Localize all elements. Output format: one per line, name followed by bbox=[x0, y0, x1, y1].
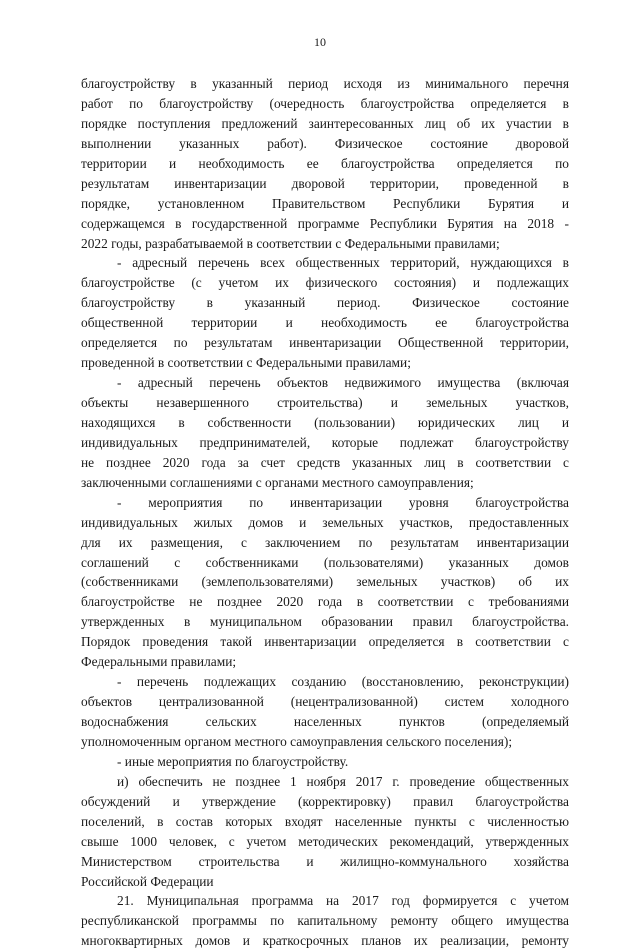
text-line: - адресный перечень объектов недвижимого имущества (включая bbox=[117, 375, 569, 391]
text-line: (собственниками (землепользователями) земельных участков) об их bbox=[81, 574, 569, 590]
text-line: объекты незавершенного строительства) и земельных участков, bbox=[81, 395, 569, 410]
text-line: для их размещения, с заключением по результатам инвентаризации bbox=[81, 534, 569, 550]
text-line: благоустройстве не позднее 2020 года в соответствии с требованиями bbox=[81, 594, 569, 610]
text-line: поселений, в состав которых входят населенные пункты с численностью bbox=[81, 813, 569, 829]
text-line: не позднее 2020 года за счет средств указанных лиц в соответствии с bbox=[81, 454, 569, 470]
text-line: Российской Федерации bbox=[81, 873, 214, 889]
text-line: и) обеспечить не позднее 1 ноября 2017 г. проведение общественных bbox=[117, 773, 569, 789]
text-line: - иные мероприятия по благоустройству. bbox=[117, 753, 349, 769]
text-line: благоустройству в указанный период. Физическое состояние bbox=[81, 295, 569, 311]
text-line: работ по благоустройству (очередность благоустройства определяется в bbox=[81, 95, 569, 111]
text-line: определяется по результатам инвентаризации Общественной территории, bbox=[81, 335, 569, 351]
text-line: 2022 годы, разрабатываемой в соответствии с Федеральными правилами; bbox=[81, 235, 500, 251]
text-line: 21. Муниципальная программа на 2017 год формируется с учетом bbox=[117, 893, 569, 909]
text-line: - мероприятия по инвентаризации уровня благоустройства bbox=[117, 494, 569, 510]
text-line: многоквартирных домов и краткосрочных планов их реализации, ремонту bbox=[81, 933, 569, 949]
text-line: Порядок проведения такой инвентаризации определяется в соответствии с bbox=[81, 634, 569, 650]
text-line: Министерством строительства и жилищно-коммунального хозяйства bbox=[81, 853, 569, 869]
text-line: благоустройству в указанный период исходя из минимального перечня bbox=[81, 76, 569, 91]
text-line: объектов централизованной (нецентрализованной) систем холодного bbox=[81, 694, 569, 710]
text-line: заключенными соглашениями с органами местного самоуправления; bbox=[81, 474, 474, 490]
text-line: результатам инвентаризации дворовой территории, проведенной в bbox=[81, 175, 569, 191]
text-line: содержащемся в государственной программе Республики Бурятия на 2018 - bbox=[81, 215, 569, 231]
document-body bbox=[81, 74, 569, 951]
text-line: - перечень подлежащих созданию (восстановлению, реконструкции) bbox=[117, 674, 569, 690]
text-line: порядке, установленном Правительством Республики Бурятия и bbox=[81, 195, 569, 211]
text-line: республиканской программы по капитальному ремонту общего имущества bbox=[81, 913, 569, 929]
text-line: порядке поступления предложений заинтересованных лиц об их участии в bbox=[81, 115, 569, 131]
text-line: уполномоченным органом местного самоуправления сельского поселения); bbox=[81, 733, 513, 749]
text-line: находящихся в собственности (пользовании) юридических лиц и bbox=[81, 414, 569, 430]
text-line: водоснабжения сельских населенных пунктов (определяемый bbox=[81, 714, 569, 729]
text-line: индивидуальных жилых домов и земельных участков, предоставленных bbox=[81, 514, 569, 530]
text-line: благоустройстве (с учетом их физического состояния) и подлежащих bbox=[81, 275, 569, 291]
text-line: общественной территории и необходимость ее благоустройства bbox=[81, 315, 569, 331]
text-line: утвержденных в муниципальном образовании правил благоустройства. bbox=[81, 614, 569, 630]
text-line: обсуждений и утверждение (корректировку) правил благоустройства bbox=[81, 793, 569, 809]
text-line: соглашений с собственниками (пользователями) указанных домов bbox=[81, 554, 569, 570]
text-line: проведенной в соответствии с Федеральными правилами; bbox=[81, 355, 411, 371]
text-line: Федеральными правилами; bbox=[81, 654, 237, 670]
text-line: свыше 1000 человек, с учетом методических рекомендаций, утвержденных bbox=[81, 833, 569, 849]
text-line: территории и необходимость ее благоустройства определяется по bbox=[81, 155, 569, 171]
text-line: выполнении указанных работ). Физическое состояние дворовой bbox=[81, 135, 569, 151]
page-number: 10 bbox=[314, 35, 326, 49]
text-line: - адресный перечень всех общественных территорий, нуждающихся в bbox=[117, 255, 569, 271]
text-line: индивидуальных предпринимателей, которые подлежат благоустройству bbox=[81, 434, 569, 450]
